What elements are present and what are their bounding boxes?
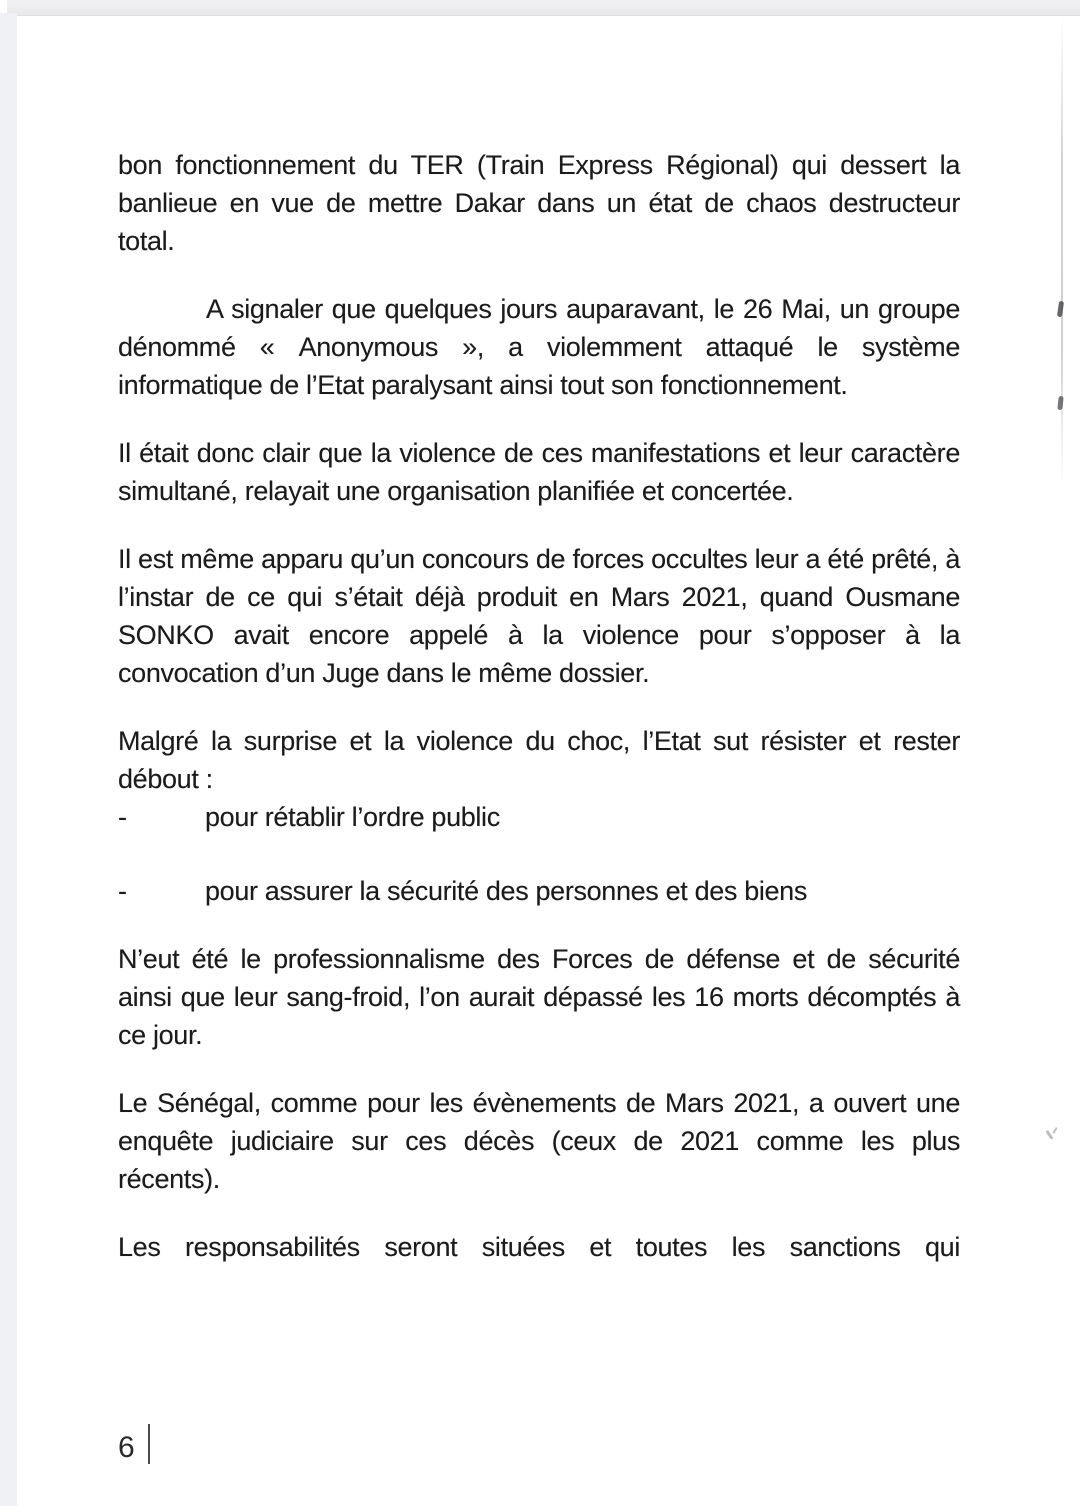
body-paragraph: Il est même apparu qu’un concours de forces occultes leur a été prêté, à l’instar de ce qui s’était déjà produit en Mars 2021, quand Ousmane SONKO avait encore appelé à la violence pour s’opposer à la convocation d’un Juge dans le même dossier.: [118, 544, 960, 688]
page-edge-left: [0, 13, 17, 1506]
list-item-dash: -: [118, 876, 127, 906]
body-paragraph: N’eut été le professionnalisme des Forces de défense et de sécurité ainsi que leur sang-froid, l’on aurait dépassé les 16 morts décomptés à ce jour.: [118, 944, 960, 1050]
scan-artifact-dash: [1057, 301, 1064, 318]
list-item-dash: -: [118, 802, 127, 832]
body-paragraph: Le Sénégal, comme pour les évènements de Mars 2021, a ouvert une enquête judiciaire sur ces décès (ceux de 2021 comme les plus récents).: [118, 1088, 960, 1194]
document-body: [118, 146, 960, 1266]
list-item: [118, 872, 960, 910]
list-item-text: pour assurer la sécurité des personnes et des biens: [205, 876, 808, 906]
footer-mark: [148, 1424, 151, 1464]
page-footer: [118, 1428, 150, 1468]
scan-artifact-speck: [1046, 1126, 1060, 1142]
list-item: [118, 798, 960, 836]
page-number: 6: [118, 1431, 135, 1464]
body-paragraph: Il était donc clair que la violence de ces manifestations et leur caractère simultané, relayait une organisation planifiée et concertée.: [118, 438, 960, 506]
body-paragraph: Malgré la surprise et la violence du choc, l’Etat sut résister et rester débout :: [118, 726, 960, 794]
bullet-list: [118, 798, 960, 910]
body-paragraph: Les responsabilités seront situées et toutes les sanctions qui: [118, 1232, 960, 1262]
body-paragraph: A signaler que quelques jours auparavant, le 26 Mai, un groupe dénommé « Anonymous », a violemment attaqué le système informatique de l’Etat paralysant ainsi tout son fonctionnement.: [118, 294, 960, 400]
scan-artifact-line: [1061, 16, 1063, 486]
page-edge-top: [7, 0, 1080, 16]
body-paragraph: bon fonctionnement du TER (Train Express Régional) qui dessert la banlieue en vue de mettre Dakar dans un état de chaos destructeur total.: [118, 150, 960, 256]
list-item-text: pour rétablir l’ordre public: [205, 802, 500, 832]
